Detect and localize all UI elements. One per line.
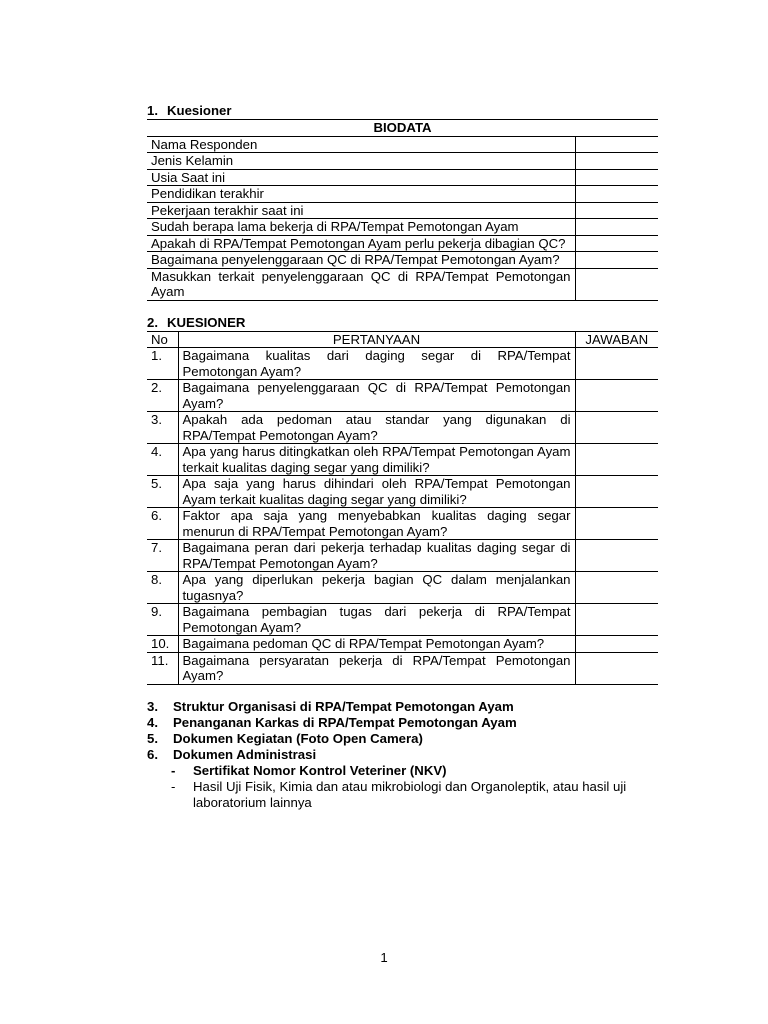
biodata-field-label: Masukkan terkait penyelenggaraan QC di RPA/Tempat Pemotongan Ayam xyxy=(147,268,575,300)
question-number: 2. xyxy=(147,380,178,412)
section-2-heading xyxy=(147,315,658,331)
answer-cell[interactable] xyxy=(575,348,658,380)
answer-cell[interactable] xyxy=(575,604,658,636)
biodata-row xyxy=(147,219,658,236)
section-2-number: 2. xyxy=(147,314,158,330)
biodata-caption-row xyxy=(147,120,658,137)
list-item-text: Penanganan Karkas di RPA/Tempat Pemotongan Ayam xyxy=(173,714,517,730)
kuesioner-row xyxy=(147,476,658,508)
question-text: Bagaimana penyelenggaraan QC di RPA/Tempat Pemotongan Ayam? xyxy=(178,380,575,412)
sublist-text: Hasil Uji Fisik, Kimia dan atau mikrobiologi dan Organoleptik, atau hasil uji laboratorium lainnya xyxy=(193,778,627,810)
question-number: 5. xyxy=(147,476,178,508)
question-number: 10. xyxy=(147,636,178,653)
list-item xyxy=(147,731,658,747)
list-item-text: Dokumen Administrasi xyxy=(173,746,317,762)
question-text: Bagaimana pedoman QC di RPA/Tempat Pemotongan Ayam? xyxy=(178,636,575,653)
question-number: 4. xyxy=(147,444,178,476)
biodata-row xyxy=(147,235,658,252)
kuesioner-table xyxy=(147,331,658,685)
answer-cell[interactable] xyxy=(575,444,658,476)
document-page xyxy=(147,103,658,811)
list-item-number: 6. xyxy=(147,746,158,762)
biodata-row xyxy=(147,136,658,153)
question-number: 8. xyxy=(147,572,178,604)
section-2-title: KUESIONER xyxy=(167,314,246,330)
kuesioner-row xyxy=(147,444,658,476)
biodata-row xyxy=(147,169,658,186)
header-pertanyaan: PERTANYAAN xyxy=(178,331,575,348)
kuesioner-row xyxy=(147,572,658,604)
answer-cell[interactable] xyxy=(575,380,658,412)
question-text: Bagaimana persyaratan pekerja di RPA/Tempat Pemotongan Ayam? xyxy=(178,652,575,684)
sublist-item xyxy=(147,779,658,811)
sublist-text: Sertifikat Nomor Kontrol Veteriner (NKV) xyxy=(193,762,447,778)
question-number: 9. xyxy=(147,604,178,636)
biodata-field-label: Nama Responden xyxy=(147,136,575,153)
biodata-field-label: Pendidikan terakhir xyxy=(147,186,575,203)
header-jawaban: JAWABAN xyxy=(575,331,658,348)
sublist-dash: - xyxy=(171,778,176,794)
biodata-field-label: Bagaimana penyelenggaraan QC di RPA/Tempat Pemotongan Ayam? xyxy=(147,252,575,269)
list-item xyxy=(147,699,658,715)
answer-cell[interactable] xyxy=(575,540,658,572)
section-1-number: 1. xyxy=(147,103,158,118)
answer-cell[interactable] xyxy=(575,412,658,444)
list-item-number: 3. xyxy=(147,698,158,714)
biodata-answer-cell[interactable] xyxy=(575,153,658,170)
question-text: Faktor apa saja yang menyebabkan kualitas daging segar menurun di RPA/Tempat Pemotongan Ayam? xyxy=(178,508,575,540)
question-text: Apa yang diperlukan pekerja bagian QC dalam menjalankan tugasnya? xyxy=(178,572,575,604)
answer-cell[interactable] xyxy=(575,572,658,604)
biodata-field-label: Jenis Kelamin xyxy=(147,153,575,170)
biodata-caption: BIODATA xyxy=(147,120,658,137)
biodata-field-label: Pekerjaan terakhir saat ini xyxy=(147,202,575,219)
kuesioner-row xyxy=(147,508,658,540)
page-number: 1 xyxy=(380,950,388,965)
document-list xyxy=(147,699,658,811)
biodata-field-label: Sudah berapa lama bekerja di RPA/Tempat Pemotongan Ayam xyxy=(147,219,575,236)
section-1-title: Kuesioner xyxy=(167,103,232,118)
question-text: Apa saja yang harus dihindari oleh RPA/Tempat Pemotongan Ayam terkait kualitas daging segar yang dimiliki? xyxy=(178,476,575,508)
question-text: Apakah ada pedoman atau standar yang digunakan di RPA/Tempat Pemotongan Ayam? xyxy=(178,412,575,444)
biodata-answer-cell[interactable] xyxy=(575,136,658,153)
question-number: 3. xyxy=(147,412,178,444)
kuesioner-row xyxy=(147,636,658,653)
biodata-row xyxy=(147,202,658,219)
biodata-answer-cell[interactable] xyxy=(575,235,658,252)
list-item xyxy=(147,715,658,731)
biodata-row xyxy=(147,268,658,300)
kuesioner-row xyxy=(147,604,658,636)
sublist-dash: - xyxy=(171,762,176,778)
kuesioner-row xyxy=(147,380,658,412)
biodata-answer-cell[interactable] xyxy=(575,202,658,219)
header-no: No xyxy=(147,331,178,348)
list-item-number: 4. xyxy=(147,714,158,730)
question-text: Bagaimana peran dari pekerja terhadap kualitas daging segar di RPA/Tempat Pemotongan Ayam? xyxy=(178,540,575,572)
biodata-field-label: Usia Saat ini xyxy=(147,169,575,186)
list-item-text: Struktur Organisasi di RPA/Tempat Pemotongan Ayam xyxy=(173,698,514,714)
list-item-number: 5. xyxy=(147,730,158,746)
kuesioner-row xyxy=(147,540,658,572)
list-item xyxy=(147,747,658,763)
question-number: 6. xyxy=(147,508,178,540)
kuesioner-row xyxy=(147,412,658,444)
question-text: Bagaimana pembagian tugas dari pekerja di RPA/Tempat Pemotongan Ayam? xyxy=(178,604,575,636)
question-number: 1. xyxy=(147,348,178,380)
list-item-text: Dokumen Kegiatan (Foto Open Camera) xyxy=(173,730,423,746)
biodata-answer-cell[interactable] xyxy=(575,252,658,269)
biodata-answer-cell[interactable] xyxy=(575,186,658,203)
kuesioner-header-row xyxy=(147,331,658,348)
kuesioner-row xyxy=(147,652,658,684)
section-1-heading xyxy=(147,103,658,119)
biodata-answer-cell[interactable] xyxy=(575,169,658,186)
question-text: Bagaimana kualitas dari daging segar di RPA/Tempat Pemotongan Ayam? xyxy=(178,348,575,380)
kuesioner-row xyxy=(147,348,658,380)
answer-cell[interactable] xyxy=(575,652,658,684)
biodata-row xyxy=(147,153,658,170)
biodata-answer-cell[interactable] xyxy=(575,219,658,236)
question-number: 11. xyxy=(147,652,178,684)
question-number: 7. xyxy=(147,540,178,572)
biodata-row xyxy=(147,252,658,269)
sublist-item xyxy=(147,763,658,779)
biodata-table xyxy=(147,119,658,301)
question-text: Apa yang harus ditingkatkan oleh RPA/Tempat Pemotongan Ayam terkait kualitas daging segar yang dimiliki? xyxy=(178,444,575,476)
answer-cell[interactable] xyxy=(575,476,658,508)
answer-cell[interactable] xyxy=(575,508,658,540)
answer-cell[interactable] xyxy=(575,636,658,653)
biodata-answer-cell[interactable] xyxy=(575,268,658,300)
biodata-row xyxy=(147,186,658,203)
biodata-field-label: Apakah di RPA/Tempat Pemotongan Ayam perlu pekerja dibagian QC? xyxy=(147,235,575,252)
